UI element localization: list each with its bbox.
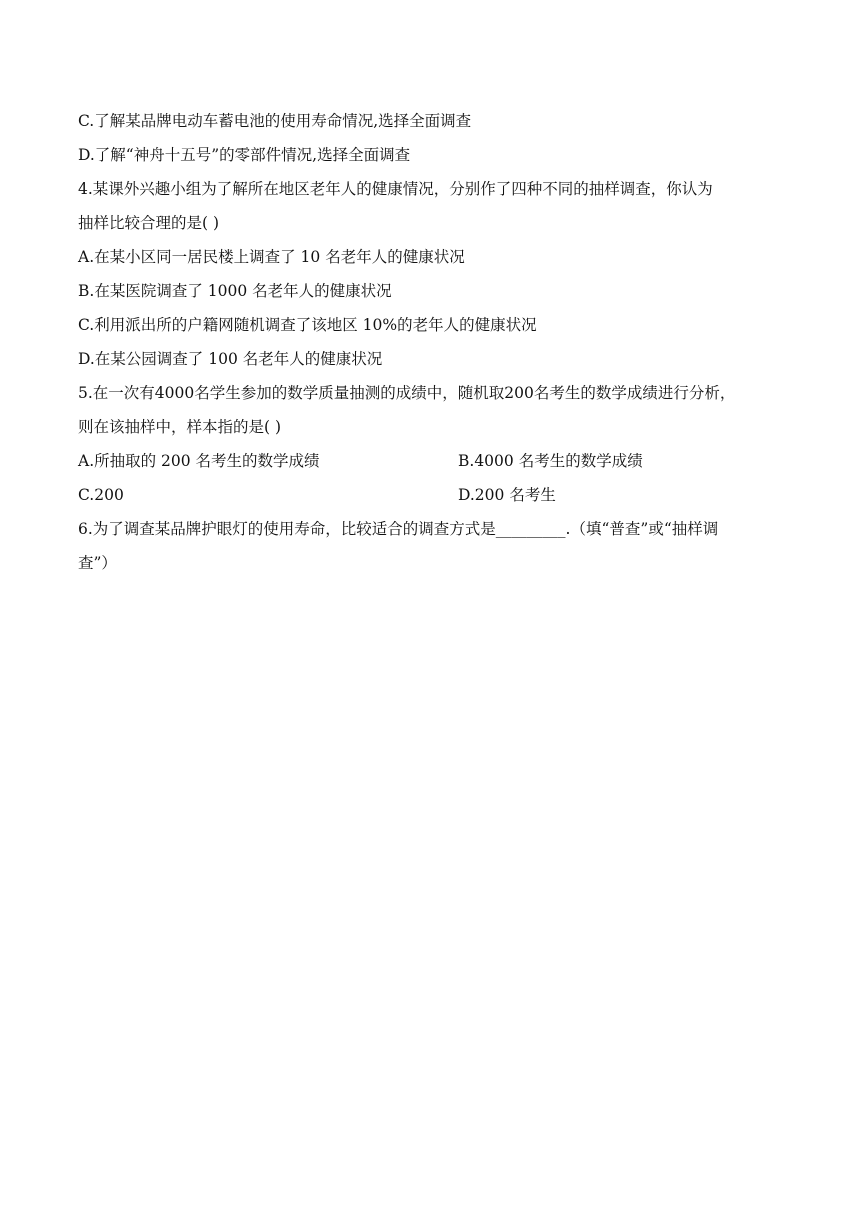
question-5-option-b: B.4000 名考生的数学成绩 — [458, 452, 643, 470]
question-4-stem-line-1: 4.某课外兴趣小组为了解所在地区老年人的健康情况，分别作了四种不同的抽样调查，你认为 — [78, 180, 713, 198]
prev-question-option-d: D.了解“神舟十五号”的零部件情况,选择全面调查 — [78, 146, 411, 164]
question-6-stem-line-2: 查”） — [78, 554, 117, 572]
question-4-option-d: D.在某公园调查了 100 名老年人的健康状况 — [78, 350, 383, 368]
question-5-stem-line-2: 则在该抽样中，样本指的是( ) — [78, 418, 282, 436]
question-4-option-b: B.在某医院调查了 1000 名老年人的健康状况 — [78, 282, 392, 300]
question-4-option-c: C.利用派出所的户籍网随机调查了该地区 10%的老年人的健康状况 — [78, 316, 537, 334]
question-5-option-c: C.200 — [78, 486, 124, 504]
question-5-stem-line-1: 5.在一次有4000名学生参加的数学质量抽测的成绩中，随机取200名考生的数学成绩进行分析， — [78, 384, 736, 402]
question-5-options-row-1 — [78, 451, 788, 471]
question-4-option-a: A.在某小区同一居民楼上调查了 10 名老年人的健康状况 — [78, 248, 465, 266]
question-6-stem-line-1: 6.为了调查某品牌护眼灯的使用寿命，比较适合的调查方式是_________.（填“普查”或“抽样调 — [78, 520, 719, 538]
question-4-stem-line-2: 抽样比较合理的是( ) — [78, 214, 220, 232]
prev-question-option-c: C.了解某品牌电动车蓄电池的使用寿命情况,选择全面调查 — [78, 112, 472, 130]
question-5-option-d: D.200 名考生 — [458, 486, 556, 504]
question-5-options-row-2 — [78, 485, 788, 505]
question-5-option-a: A.所抽取的 200 名考生的数学成绩 — [78, 452, 320, 470]
